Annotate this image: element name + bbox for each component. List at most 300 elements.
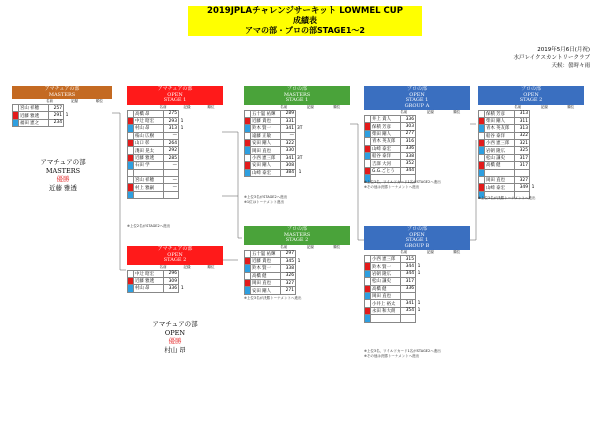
- column-header-cell: [12, 99, 37, 104]
- column-header-cell: 名前: [280, 104, 288, 109]
- table-row: [13, 105, 71, 112]
- player-rank: [530, 140, 537, 147]
- bracket-header-line: アマチュアの部: [44, 86, 80, 92]
- table-row: [128, 169, 186, 176]
- column-header: [127, 105, 223, 110]
- table-row: [128, 110, 186, 117]
- player-name: 村上 雅嗣: [134, 184, 164, 191]
- column-header-cell: 記録: [306, 244, 314, 249]
- bracket-ama-open-stage1: [127, 86, 223, 199]
- player-score: 336: [401, 285, 416, 292]
- player-name: G.G.ごとう: [371, 167, 401, 174]
- column-header-cell: [244, 105, 271, 110]
- player-score: 317: [515, 162, 530, 169]
- player-score: 316: [401, 138, 416, 145]
- player-name: 安田 剛人: [251, 287, 281, 294]
- player-score: 315: [401, 256, 416, 263]
- player-score: 341: [281, 125, 296, 132]
- table-row: [479, 117, 537, 124]
- player-rank: 1: [417, 264, 421, 270]
- bracket-header-line: OPEN: [523, 91, 539, 98]
- bracket-header-line: アマチュアの部: [157, 86, 193, 92]
- player-rank: [296, 280, 303, 287]
- player-rank: [416, 123, 423, 130]
- player-rank: [296, 272, 303, 279]
- player-name: 保積 芳彦: [371, 123, 401, 130]
- column-header-cell: 記録: [426, 250, 434, 254]
- bracket-header-line: OPEN: [167, 91, 183, 98]
- summary-ama-masters: [18, 158, 108, 192]
- player-rank: [296, 132, 304, 139]
- bracket-header-line: OPEN: [409, 91, 425, 98]
- bracket-header-line: OPEN: [409, 231, 425, 238]
- player-score: 292: [164, 147, 179, 154]
- bracket-header: [478, 86, 584, 105]
- player-rank: 1: [297, 258, 301, 264]
- results-table: [12, 104, 71, 127]
- player-score: 234: [49, 119, 64, 126]
- results-table: [127, 270, 186, 293]
- table-row: [365, 292, 423, 299]
- player-rank: [416, 278, 423, 285]
- player-rank: [416, 256, 423, 263]
- player-rank: [179, 110, 186, 117]
- column-header-cell: 記録: [71, 99, 78, 103]
- player-name: 山崎 泰宏: [251, 169, 281, 176]
- player-name: 近藤 雅透: [134, 154, 164, 161]
- player-name: 青木 英友郎: [371, 138, 401, 145]
- player-score: —: [164, 132, 179, 139]
- player-score: 317: [515, 154, 530, 161]
- table-row: [365, 263, 423, 270]
- table-row: [13, 119, 71, 126]
- summary-open-l4: 村山 昂: [164, 345, 186, 354]
- player-score: 345: [281, 257, 296, 264]
- bracket-header-line: STAGE 1: [405, 237, 429, 243]
- player-score: —: [164, 162, 179, 169]
- player-rank: 3T: [297, 125, 303, 131]
- bracket-header-line: プロの部: [520, 86, 541, 92]
- table-row: [128, 191, 186, 198]
- table-row: [365, 130, 423, 137]
- player-score: [164, 169, 179, 176]
- player-name: 村山 昂: [134, 285, 164, 292]
- event-weather: 天候：曇時々雨: [551, 63, 590, 69]
- bracket-header-line: STAGE 1: [405, 97, 429, 103]
- note-pro-open2: ※上位3名が決勝トーナメントへ進出: [478, 196, 536, 200]
- player-name: 船谷 泰洋: [371, 152, 401, 159]
- summary-ama-open: [130, 320, 220, 354]
- player-score: 344: [401, 167, 416, 174]
- player-score: 285: [164, 154, 179, 161]
- table-row: [245, 132, 304, 139]
- table-row: [128, 285, 186, 292]
- player-score: 264: [164, 140, 179, 147]
- player-score: 257: [49, 105, 64, 112]
- bracket-header: [12, 86, 112, 99]
- bracket-header: [127, 246, 223, 265]
- player-score: 352: [401, 160, 416, 167]
- player-name: 山口 彰: [134, 140, 164, 147]
- note-pro-masters1: ※上位3名がSTAGE2へ進出 ※1位はトーナメント進出: [244, 195, 288, 204]
- player-score: 354: [401, 307, 416, 314]
- table-row: [128, 132, 186, 139]
- player-rank: [530, 147, 537, 154]
- event-info: [513, 46, 590, 70]
- note-pro-masters2: ※上位3名が決勝トーナメントへ進出: [244, 296, 302, 300]
- player-rank: [416, 292, 423, 299]
- player-rank: [530, 132, 537, 139]
- player-name: 柴田 剛人: [485, 117, 515, 124]
- player-rank: [416, 138, 423, 145]
- player-rank: 1: [65, 113, 69, 119]
- player-score: [401, 292, 416, 299]
- player-rank: [530, 162, 537, 169]
- player-name: 高橋 健: [485, 162, 515, 169]
- table-row: [245, 140, 304, 147]
- results-table: [478, 110, 537, 200]
- player-rank: [416, 152, 423, 159]
- column-header-cell: 記録: [183, 264, 191, 269]
- column-header-cell: 順位: [453, 250, 461, 254]
- table-row: [245, 117, 304, 124]
- player-name: [134, 169, 164, 176]
- player-name: 青木 英友郎: [485, 125, 515, 132]
- table-row: [128, 177, 186, 184]
- player-score: 313: [515, 125, 530, 132]
- table-row: [128, 270, 186, 277]
- player-rank: [179, 132, 186, 139]
- column-header-cell: 順位: [567, 104, 575, 109]
- player-rank: [296, 250, 303, 257]
- player-rank: [179, 277, 186, 284]
- bracket-header-line: STAGE 2: [285, 237, 309, 243]
- bracket-header-line: MASTERS: [283, 91, 311, 98]
- player-rank: [64, 105, 71, 112]
- player-rank: [416, 145, 423, 152]
- player-score: 344: [401, 270, 416, 277]
- column-header-cell: [244, 245, 271, 250]
- player-name: 松山 謙史: [485, 154, 515, 161]
- table-row: [365, 167, 423, 174]
- results-table: [244, 110, 304, 178]
- player-score: 338: [401, 152, 416, 159]
- player-name: 中辻 昭宏: [134, 117, 164, 124]
- player-rank: 1: [180, 125, 184, 131]
- column-header-cell: 記録: [183, 104, 191, 109]
- table-row: [479, 184, 537, 191]
- player-score: 322: [515, 132, 530, 139]
- player-rank: [179, 147, 186, 154]
- table-row: [128, 154, 186, 161]
- table-row: [365, 256, 423, 263]
- player-name: 岩朝 隆広: [485, 147, 515, 154]
- player-score: 338: [281, 265, 296, 272]
- player-name: 岡田 直也: [251, 147, 281, 154]
- bracket-header-line: STAGE 2: [519, 97, 543, 103]
- column-header: [127, 265, 223, 270]
- player-rank: 1: [531, 185, 535, 191]
- table-row: [245, 257, 303, 264]
- column-header-cell: 記録: [540, 104, 548, 109]
- player-name: 高橋 健: [251, 272, 281, 279]
- table-row: [365, 270, 423, 277]
- player-name: 永田 和大朗: [371, 307, 401, 314]
- player-rank: [179, 162, 186, 169]
- table-row: [128, 184, 186, 191]
- table-row: [128, 140, 186, 147]
- bracket-header-line: プロの部: [406, 226, 427, 232]
- column-header-cell: [364, 250, 391, 255]
- column-header: [364, 110, 470, 115]
- table-row: [128, 117, 186, 124]
- player-rank: [416, 116, 423, 123]
- player-rank: [179, 169, 186, 176]
- bracket-pro-open-stage1-group-a: [364, 86, 470, 183]
- player-score: 296: [164, 270, 179, 277]
- player-name: 福田 憲之: [19, 119, 49, 126]
- player-score: 293: [164, 117, 179, 124]
- player-rank: 1: [417, 301, 421, 307]
- player-score: 341: [281, 154, 296, 161]
- table-row: [245, 272, 303, 279]
- player-score: 313: [515, 110, 530, 117]
- table-row: [245, 154, 304, 161]
- player-name: 近藤 貴也: [251, 117, 281, 124]
- player-rank: [296, 110, 304, 117]
- player-rank: [64, 119, 71, 126]
- player-name: 桜山 広樹: [134, 132, 164, 139]
- column-header: [12, 99, 112, 104]
- player-rank: [179, 154, 186, 161]
- table-row: [245, 169, 304, 176]
- player-rank: [179, 184, 186, 191]
- table-row: [365, 160, 423, 167]
- table-row: [365, 315, 423, 322]
- player-score: 308: [281, 162, 296, 169]
- player-score: —: [164, 184, 179, 191]
- player-rank: [530, 169, 537, 176]
- table-row: [479, 154, 537, 161]
- player-rank: [296, 117, 304, 124]
- player-rank: [530, 117, 537, 124]
- bracket-pro-masters-stage1: [244, 86, 350, 177]
- player-name: [485, 169, 515, 176]
- table-row: [245, 162, 304, 169]
- player-name: 近藤 貴也: [251, 257, 281, 264]
- table-row: [479, 162, 537, 169]
- column-header-cell: [127, 105, 151, 110]
- column-header-cell: 名前: [400, 250, 408, 254]
- table-row: [245, 250, 303, 257]
- player-rank: [179, 177, 186, 184]
- player-name: 山崎 泰宏: [371, 145, 401, 152]
- player-name: 吉澤 大河: [371, 160, 401, 167]
- player-name: 保積 芳彦: [485, 110, 515, 117]
- bracket-header-line: プロの部: [406, 86, 427, 92]
- bracket-header-line: OPEN: [167, 251, 183, 258]
- column-header: [478, 105, 584, 110]
- table-row: [128, 162, 186, 169]
- player-rank: [296, 140, 304, 147]
- player-score: 326: [281, 272, 296, 279]
- player-name: 岡田 直也: [485, 177, 515, 184]
- player-score: 289: [281, 110, 296, 117]
- bracket-header-line: プロの部: [286, 226, 307, 232]
- player-score: 309: [164, 277, 179, 284]
- player-rank: 3T: [297, 155, 303, 161]
- table-row: [245, 147, 304, 154]
- table-row: [13, 112, 71, 119]
- bracket-header-line: プロの部: [286, 86, 307, 92]
- column-header-cell: [127, 265, 151, 270]
- table-row: [365, 138, 423, 145]
- player-score: 297: [281, 250, 296, 257]
- player-rank: 1: [417, 308, 421, 314]
- column-header-cell: 名前: [159, 104, 167, 109]
- player-name: 松山 謙史: [371, 278, 401, 285]
- bracket-header-line: STAGE 1: [163, 97, 187, 103]
- column-header-cell: 名前: [400, 110, 408, 114]
- player-rank: [179, 191, 186, 198]
- player-score: 271: [281, 287, 296, 294]
- player-score: 349: [515, 184, 530, 191]
- note-ama-open1: ※上位2名がSTAGE2へ進出: [127, 224, 171, 228]
- results-table: [364, 255, 423, 323]
- player-rank: [416, 285, 423, 292]
- bracket-ama-masters: [12, 86, 112, 127]
- player-rank: 1: [180, 285, 184, 291]
- summary-open-l2: OPEN: [164, 328, 186, 337]
- title-line1: 2019JPLAチャレンジサーキット LOWMEL CUP: [207, 6, 403, 16]
- player-name: 高橋 健: [371, 285, 401, 292]
- column-header-cell: 順位: [333, 104, 341, 109]
- player-name: 小西 憲三郎: [485, 140, 515, 147]
- bracket-header: [127, 86, 223, 105]
- bracket-header: [244, 86, 350, 105]
- player-name: 五十嵐 祐輝: [251, 110, 281, 117]
- column-header: [364, 250, 470, 255]
- table-row: [365, 307, 423, 314]
- player-score: 327: [515, 177, 530, 184]
- results-table: [244, 250, 303, 295]
- player-name: 岩朝 隆広: [371, 270, 401, 277]
- player-rank: [530, 110, 537, 117]
- column-header-cell: 順位: [207, 104, 215, 109]
- column-header-cell: [364, 110, 391, 115]
- player-name: [371, 315, 401, 322]
- player-score: 331: [281, 117, 296, 124]
- column-header: [244, 245, 350, 250]
- bracket-header: [364, 226, 470, 250]
- results-table: [127, 110, 186, 200]
- player-rank: [530, 154, 537, 161]
- column-header-cell: 順位: [333, 244, 341, 249]
- player-score: 344: [401, 263, 416, 270]
- player-name: 淺田 晃太: [134, 147, 164, 154]
- player-name: 高橋 昂: [134, 110, 164, 117]
- bracket-header-line: GROUP A: [404, 102, 430, 109]
- table-row: [128, 277, 186, 284]
- player-score: [164, 191, 179, 198]
- title-box: [188, 6, 422, 36]
- player-score: 313: [164, 125, 179, 132]
- player-score: 330: [281, 147, 296, 154]
- summary-open-l3: 優勝: [168, 337, 182, 345]
- table-row: [479, 177, 537, 184]
- summary-masters-l3: 優勝: [56, 175, 70, 183]
- table-row: [245, 110, 304, 117]
- table-row: [128, 125, 186, 132]
- summary-masters-l1: アマチュアの部: [40, 158, 86, 166]
- title-line3: アマの部・プロの部STAGE1～2: [245, 26, 365, 35]
- player-score: 336: [401, 116, 416, 123]
- table-row: [479, 169, 537, 176]
- player-rank: 1: [180, 118, 184, 124]
- player-score: 325: [515, 147, 530, 154]
- column-header: [244, 105, 350, 110]
- table-row: [365, 152, 423, 159]
- column-header-cell: 順位: [96, 99, 103, 103]
- table-row: [365, 145, 423, 152]
- summary-masters-l2: MASTERS: [45, 166, 81, 175]
- column-header-cell: 名前: [46, 99, 53, 103]
- player-score: 311: [515, 117, 530, 124]
- player-name: 井上 貴人: [371, 116, 401, 123]
- column-header-cell: 順位: [207, 264, 215, 269]
- player-rank: 1: [417, 271, 421, 277]
- column-header-cell: 名前: [514, 104, 522, 109]
- player-rank: [179, 270, 186, 277]
- player-name: 村山 昂: [134, 125, 164, 132]
- bracket-pro-masters-stage2: [244, 226, 350, 295]
- table-row: [479, 125, 537, 132]
- summary-open-l1: アマチュアの部: [152, 320, 198, 328]
- player-rank: [296, 265, 303, 272]
- bracket-header-line: STAGE 2: [163, 257, 187, 263]
- player-name: 近藤 雅透: [19, 112, 49, 119]
- player-rank: [530, 177, 537, 184]
- table-row: [365, 123, 423, 130]
- player-rank: [179, 140, 186, 147]
- player-rank: [296, 162, 304, 169]
- player-name: 船谷 泰洋: [485, 132, 515, 139]
- bracket-header-line: MASTERS: [283, 231, 311, 238]
- bracket-header-line: アマチュアの部: [157, 246, 193, 252]
- player-name: 岡田 直也: [371, 292, 401, 299]
- column-header-cell: 記録: [306, 104, 314, 109]
- column-header-cell: [478, 105, 505, 110]
- player-name: 中辻 昭宏: [134, 270, 164, 277]
- player-name: 小西 憲三郎: [251, 154, 281, 161]
- player-name: 近藤 雅透: [134, 277, 164, 284]
- player-score: 336: [164, 285, 179, 292]
- column-header-cell: 名前: [159, 264, 167, 269]
- table-row: [365, 116, 423, 123]
- player-name: 山崎 泰宏: [485, 184, 515, 191]
- player-name: [134, 191, 164, 198]
- player-rank: [296, 287, 303, 294]
- player-score: [401, 315, 416, 322]
- player-rank: 1: [298, 170, 302, 176]
- results-table: [364, 115, 423, 183]
- table-row: [365, 285, 423, 292]
- player-score: [515, 169, 530, 176]
- table-row: [365, 278, 423, 285]
- bracket-header: [364, 86, 470, 110]
- table-row: [245, 125, 304, 132]
- table-row: [245, 280, 303, 287]
